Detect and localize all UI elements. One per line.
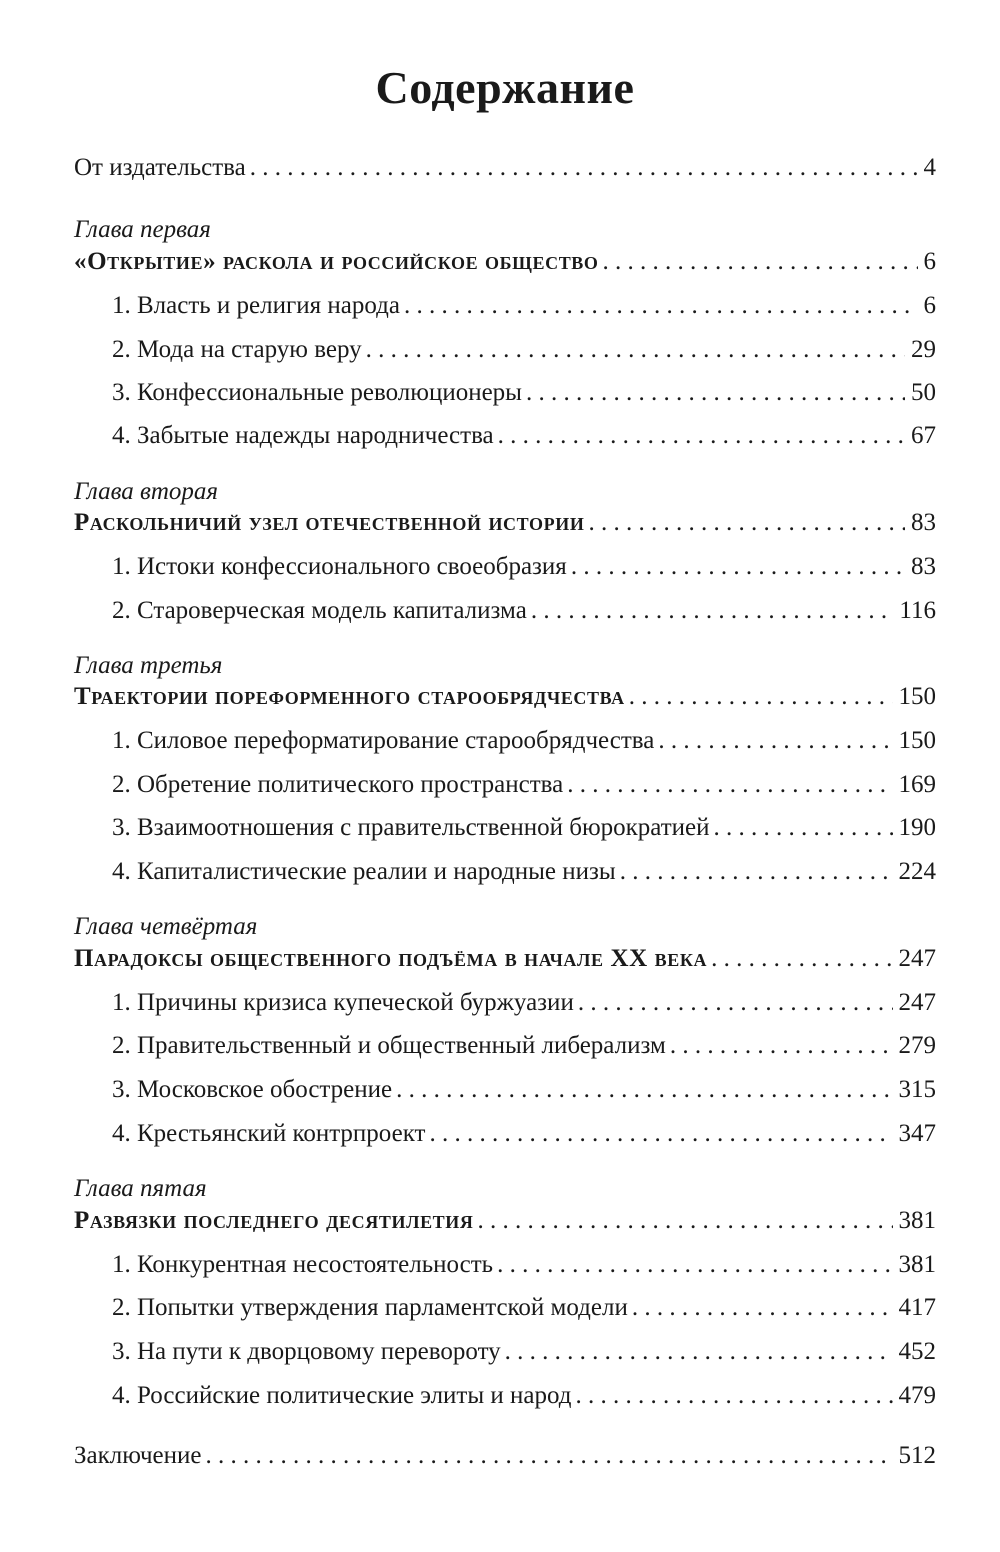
chapter-heading-label: «Открытие» раскола и российское общество <box>74 248 599 275</box>
toc-page-number: 479 <box>898 1382 936 1409</box>
toc-page-number: 4 <box>923 154 936 181</box>
section-label: 3. Взаимоотношения с правительственной бюрократией <box>112 814 710 841</box>
toc-page-number: 169 <box>898 771 936 798</box>
toc-page-number: 224 <box>898 858 936 885</box>
section-label: 1. Силовое переформатирование старообрядчества <box>112 727 655 754</box>
toc-page-number: 29 <box>911 336 936 363</box>
dot-leader <box>576 1376 893 1416</box>
dot-leader <box>531 591 894 631</box>
section-label: 2. Попытки утверждения парламентской модели <box>112 1294 628 1321</box>
section-label: 4. Российские политические элиты и народ <box>112 1382 572 1409</box>
toc-section-entry[interactable] <box>112 983 936 1023</box>
dot-leader <box>714 808 893 848</box>
toc-page-number: 247 <box>898 945 936 972</box>
toc-section-entry[interactable] <box>112 1376 936 1416</box>
chapter-label: Глава вторая <box>74 478 219 505</box>
dot-leader <box>578 983 893 1023</box>
toc-page-number: 452 <box>898 1338 936 1365</box>
dot-leader <box>366 330 905 370</box>
toc-section-entry[interactable] <box>112 286 936 326</box>
chapter-heading-label: Раскольничий узел отечественной истории <box>74 509 585 536</box>
page-title: Содержание <box>375 62 635 113</box>
dot-leader <box>658 721 892 761</box>
dot-leader <box>588 503 905 543</box>
section-label: 1. Истоки конфессионального своеобразия <box>112 553 567 580</box>
table-of-contents-page <box>74 0 936 1552</box>
section-label: 2. Староверческая модель капитализма <box>112 597 527 624</box>
dot-leader <box>711 939 892 979</box>
toc-chapter-heading[interactable] <box>74 939 936 979</box>
toc-entry-foreword[interactable] <box>74 148 936 188</box>
chapter-label: Глава третья <box>74 652 223 679</box>
toc-chapter-heading[interactable] <box>74 1201 936 1241</box>
toc-page-number: 512 <box>898 1442 936 1469</box>
toc-entry-label: Заключение <box>74 1442 202 1469</box>
toc-section-entry[interactable] <box>112 1288 936 1328</box>
section-label: 2. Правительственный и общественный либерализм <box>112 1032 666 1059</box>
toc-page-number: 67 <box>911 422 936 449</box>
toc-page-number: 247 <box>898 989 936 1016</box>
toc-page-number: 83 <box>911 553 936 580</box>
toc-page-number: 190 <box>898 814 936 841</box>
toc-page-number: 150 <box>898 727 936 754</box>
toc-section-entry[interactable] <box>112 330 936 370</box>
dot-leader <box>404 286 918 326</box>
chapter-label: Глава четвёртая <box>74 913 258 940</box>
toc-page-number: 279 <box>898 1032 936 1059</box>
toc-section-entry[interactable] <box>112 416 936 456</box>
section-label: 2. Мода на старую веру <box>112 336 362 363</box>
chapter-label: Глава первая <box>74 216 211 243</box>
chapter-heading-label: Парадоксы общественного подъёма в начале XX века <box>74 945 708 972</box>
dot-leader <box>498 416 905 456</box>
section-label: 4. Забытые надежды народничества <box>112 422 494 449</box>
section-label: 1. Причины кризиса купеческой буржуазии <box>112 989 574 1016</box>
toc-section-entry[interactable] <box>112 1332 936 1372</box>
toc-section-entry[interactable] <box>112 1026 936 1066</box>
toc-section-entry[interactable] <box>112 1070 936 1110</box>
toc-page-number: 381 <box>898 1251 936 1278</box>
chapter-heading-label: Развязки последнего десятилетия <box>74 1207 474 1234</box>
dot-leader <box>250 148 918 188</box>
toc-section-entry[interactable] <box>112 852 936 892</box>
toc-section-entry[interactable] <box>112 547 936 587</box>
dot-leader <box>505 1332 893 1372</box>
dot-leader <box>603 242 918 282</box>
toc-chapter-heading[interactable] <box>74 503 936 543</box>
toc-page-number: 150 <box>898 683 936 710</box>
toc-page-number: 315 <box>898 1076 936 1103</box>
section-label: 3. Московское обострение <box>112 1076 393 1103</box>
dot-leader <box>497 1245 892 1285</box>
toc-section-entry[interactable] <box>112 591 936 631</box>
section-label: 1. Конкурентная несостоятельность <box>112 1251 494 1278</box>
chapter-label: Глава пятая <box>74 1175 207 1202</box>
toc-page-number: 83 <box>911 509 936 536</box>
section-label: 1. Власть и религия народа <box>112 292 400 319</box>
section-label: 2. Обретение политического пространства <box>112 771 564 798</box>
toc-section-entry[interactable] <box>112 808 936 848</box>
section-label: 4. Крестьянский контрпроект <box>112 1120 426 1147</box>
toc-section-entry[interactable] <box>112 721 936 761</box>
section-label: 3. На пути к дворцовому перевороту <box>112 1338 501 1365</box>
dot-leader <box>620 852 893 892</box>
section-label: 3. Конфессиональные революционеры <box>112 379 522 406</box>
toc-page-number: 6 <box>923 248 936 275</box>
toc-page-number: 116 <box>899 597 936 624</box>
dot-leader <box>571 547 905 587</box>
dot-leader <box>429 1114 892 1154</box>
chapter-heading-label: Траектории пореформенного старообрядчества <box>74 683 625 710</box>
dot-leader <box>478 1201 893 1241</box>
section-label: 4. Капиталистические реалии и народные низы <box>112 858 616 885</box>
dot-leader <box>629 677 893 717</box>
toc-page-number: 6 <box>923 292 936 319</box>
toc-chapter-heading[interactable] <box>74 242 936 282</box>
toc-chapter-heading[interactable] <box>74 677 936 717</box>
dot-leader <box>526 373 905 413</box>
dot-leader <box>206 1436 893 1476</box>
dot-leader <box>632 1288 893 1328</box>
toc-page-number: 347 <box>898 1120 936 1147</box>
dot-leader <box>396 1070 892 1110</box>
toc-section-entry[interactable] <box>112 765 936 805</box>
toc-page-number: 50 <box>911 379 936 406</box>
dot-leader <box>567 765 892 805</box>
toc-page-number: 417 <box>898 1294 936 1321</box>
toc-section-entry[interactable] <box>112 1245 936 1285</box>
toc-entry-label: От издательства <box>74 154 246 181</box>
dot-leader <box>670 1026 893 1066</box>
toc-entry-conclusion[interactable] <box>74 1436 936 1476</box>
toc-section-entry[interactable] <box>112 1114 936 1154</box>
toc-section-entry[interactable] <box>112 373 936 413</box>
toc-page-number: 381 <box>898 1207 936 1234</box>
